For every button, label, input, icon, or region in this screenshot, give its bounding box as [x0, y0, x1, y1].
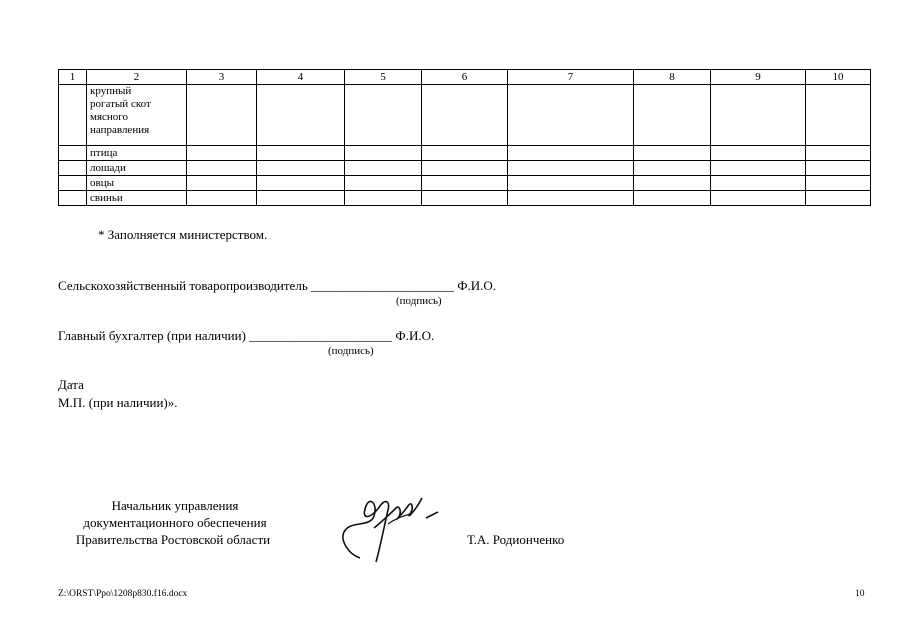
footnote: * Заполняется министерством. [98, 227, 268, 242]
official-name: Т.А. Родионченко [467, 532, 565, 547]
row-label: крупный рогатый скот мясного направления [87, 85, 187, 146]
accountant-label: Главный бухгалтер (при наличии) [58, 328, 246, 343]
table-row [59, 161, 871, 176]
header-cell: 7 [508, 70, 634, 85]
header-cell: 10 [806, 70, 871, 85]
producer-label: Сельскохозяйственный товаропроизводитель [58, 278, 308, 293]
header-cell: 2 [87, 70, 187, 85]
data-table [58, 69, 871, 206]
accountant-line [58, 328, 434, 344]
row-label: лошади [87, 161, 187, 176]
header-cell: 1 [59, 70, 87, 85]
accountant-signature-blank: ______________________ [249, 328, 393, 343]
row-label: овцы [87, 176, 187, 191]
header-cell: 6 [422, 70, 508, 85]
date-label: Дата [58, 377, 84, 392]
producer-fio: Ф.И.О. [457, 278, 497, 293]
table-row [59, 176, 871, 191]
stamp-label: М.П. (при наличии)». [58, 395, 178, 410]
file-path: Z:\ORST\Ppo\1208p830.f16.docx [58, 589, 188, 599]
table-row [59, 85, 871, 146]
accountant-fio: Ф.И.О. [395, 328, 435, 343]
official-title: Начальник управления документационного обеспечения Правительства Ростовской области [75, 498, 271, 547]
handwritten-signature [330, 488, 450, 568]
header-cell: 4 [257, 70, 345, 85]
page-number: 10 [855, 589, 865, 599]
table-row [59, 191, 871, 206]
row-label: свиньи [87, 191, 187, 206]
row-label: птица [87, 146, 187, 161]
producer-line [58, 278, 496, 294]
producer-signature-hint: (подпись) [396, 295, 442, 307]
producer-signature-blank: ______________________ [311, 278, 454, 293]
header-cell: 3 [187, 70, 257, 85]
header-cell: 5 [345, 70, 422, 85]
accountant-signature-hint: (подпись) [328, 345, 374, 357]
table-row [59, 146, 871, 161]
table-header-row [59, 70, 871, 85]
header-cell: 8 [634, 70, 711, 85]
header-cell: 9 [711, 70, 806, 85]
